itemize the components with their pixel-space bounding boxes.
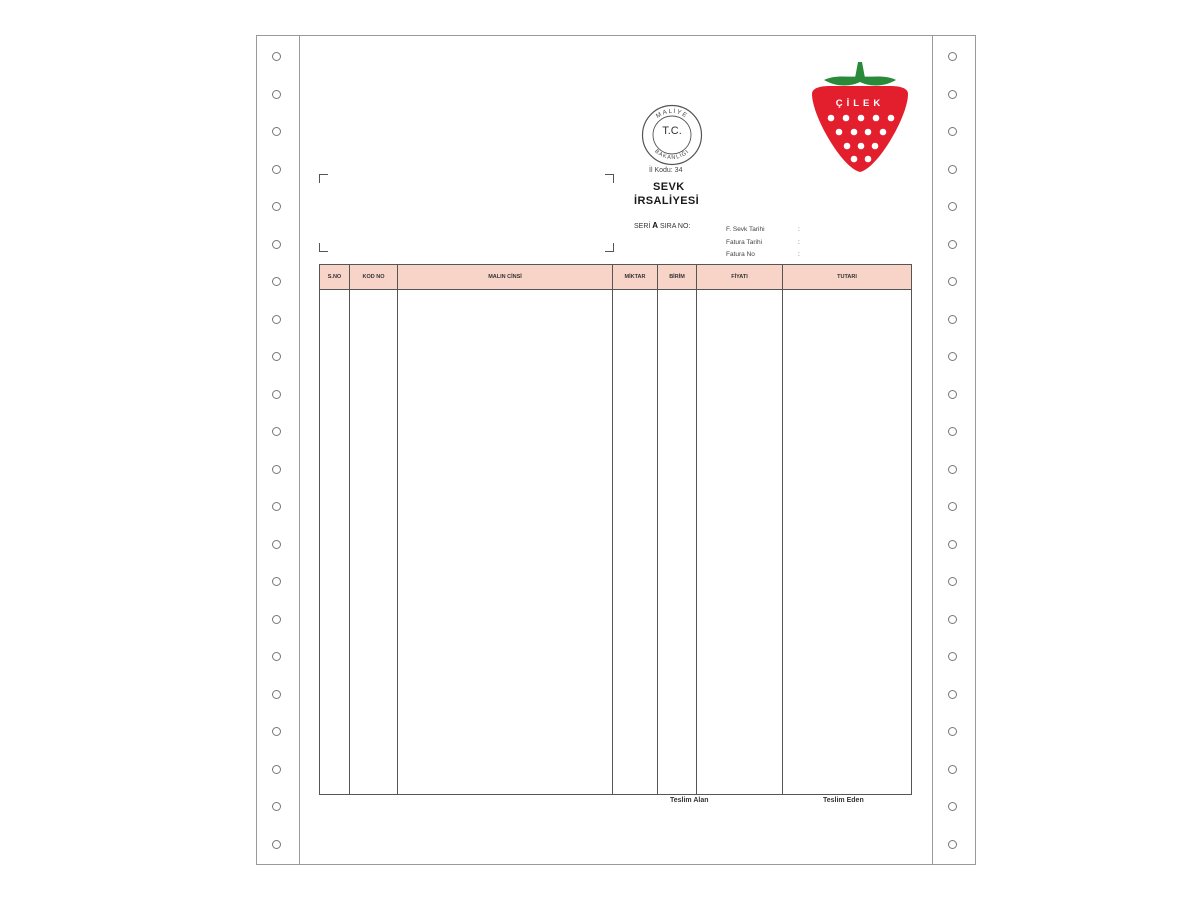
serial-line — [634, 221, 690, 230]
seal-center-text: T.C. — [662, 125, 682, 137]
header-birim: BİRİM — [658, 265, 697, 290]
right-tractor-strip — [932, 36, 975, 864]
invoice-info-colons — [798, 224, 800, 262]
feed-hole — [272, 502, 281, 511]
info-colon: : — [798, 251, 800, 258]
svg-text:MALİYE — [655, 108, 689, 120]
feed-hole — [948, 577, 957, 586]
seal-top-text: MALİYE — [654, 107, 690, 120]
title-line-2: İRSALİYESİ — [634, 195, 700, 207]
feed-hole — [272, 390, 281, 399]
svg-text:BAKANLIĞI — [653, 149, 690, 161]
document-title — [634, 180, 699, 208]
cilek-strawberry-logo — [806, 58, 914, 176]
header-malin-cinsi: MALIN CİNSİ — [398, 265, 613, 290]
feed-hole — [272, 540, 281, 549]
province-code: İl Kodu: 34 — [649, 167, 683, 174]
feed-hole — [948, 840, 957, 849]
cell-malin-cinsi[interactable] — [398, 290, 613, 795]
feed-hole — [948, 540, 957, 549]
feed-hole — [948, 465, 957, 474]
feed-hole — [948, 427, 957, 436]
feed-hole — [948, 352, 957, 361]
feed-hole — [272, 690, 281, 699]
feed-hole — [948, 240, 957, 249]
feed-hole — [272, 52, 281, 61]
feed-hole — [272, 615, 281, 624]
signature-delivered-by: Teslim Eden — [823, 797, 864, 804]
feed-hole — [272, 427, 281, 436]
feed-hole — [948, 202, 957, 211]
seri-prefix: SERİ — [634, 223, 651, 230]
feed-hole — [272, 765, 281, 774]
feed-hole — [272, 277, 281, 286]
feed-hole — [948, 690, 957, 699]
info-colon: : — [798, 226, 800, 233]
header-kod-no: KOD NO — [350, 265, 398, 290]
logo-wordmark: ÇİLEK — [835, 98, 885, 109]
feed-hole — [948, 502, 957, 511]
feed-hole — [948, 315, 957, 324]
feed-hole — [948, 127, 957, 136]
corner-mark — [605, 243, 614, 252]
feed-hole — [272, 127, 281, 136]
feed-hole — [272, 240, 281, 249]
info-colon: : — [798, 238, 800, 246]
feed-hole — [272, 727, 281, 736]
seri-letter: A — [652, 221, 659, 230]
feed-hole — [948, 765, 957, 774]
table-body-row — [320, 290, 912, 795]
cell-tutari[interactable] — [783, 290, 912, 795]
header-miktar: MİKTAR — [613, 265, 658, 290]
feed-hole — [272, 840, 281, 849]
header-tutari: TUTARI — [783, 265, 912, 290]
cell-kod-no[interactable] — [350, 290, 398, 795]
header-sno: S.NO — [320, 265, 350, 290]
feed-hole — [272, 315, 281, 324]
feed-hole — [948, 652, 957, 661]
corner-mark — [605, 174, 614, 183]
header-fiyati: FİYATI — [697, 265, 783, 290]
feed-hole — [948, 277, 957, 286]
cell-miktar[interactable] — [613, 290, 658, 795]
feed-hole — [272, 90, 281, 99]
cell-birim[interactable] — [658, 290, 697, 795]
feed-hole — [272, 352, 281, 361]
invoice-info-labels — [726, 224, 765, 262]
info-label-sevk-tarihi: F. Sevk Tarihi — [726, 226, 765, 233]
sira-label: SIRA NO: — [660, 223, 691, 230]
title-line-1: SEVK — [653, 181, 685, 193]
feed-hole — [272, 165, 281, 174]
feed-hole — [272, 577, 281, 586]
feed-hole — [948, 802, 957, 811]
feed-hole — [948, 90, 957, 99]
items-table — [319, 264, 912, 795]
table-header-row — [320, 265, 912, 290]
address-window-frame — [319, 174, 614, 252]
feed-hole — [948, 52, 957, 61]
feed-hole — [948, 615, 957, 624]
cell-fiyati[interactable] — [697, 290, 783, 795]
feed-hole — [272, 652, 281, 661]
feed-hole — [272, 802, 281, 811]
feed-hole — [272, 202, 281, 211]
left-tractor-strip — [257, 36, 300, 864]
feed-hole — [948, 165, 957, 174]
info-label-fatura-no: Fatura No — [726, 251, 755, 258]
feed-hole — [948, 390, 957, 399]
corner-mark — [319, 174, 328, 183]
seal-bottom-text: BAKANLIĞI — [653, 148, 691, 162]
cell-sno[interactable] — [320, 290, 350, 795]
feed-hole — [272, 465, 281, 474]
feed-hole — [948, 727, 957, 736]
info-label-fatura-tarihi: Fatura Tarihi — [726, 238, 763, 246]
signature-received-by: Teslim Alan — [670, 797, 709, 804]
corner-mark — [319, 243, 328, 252]
